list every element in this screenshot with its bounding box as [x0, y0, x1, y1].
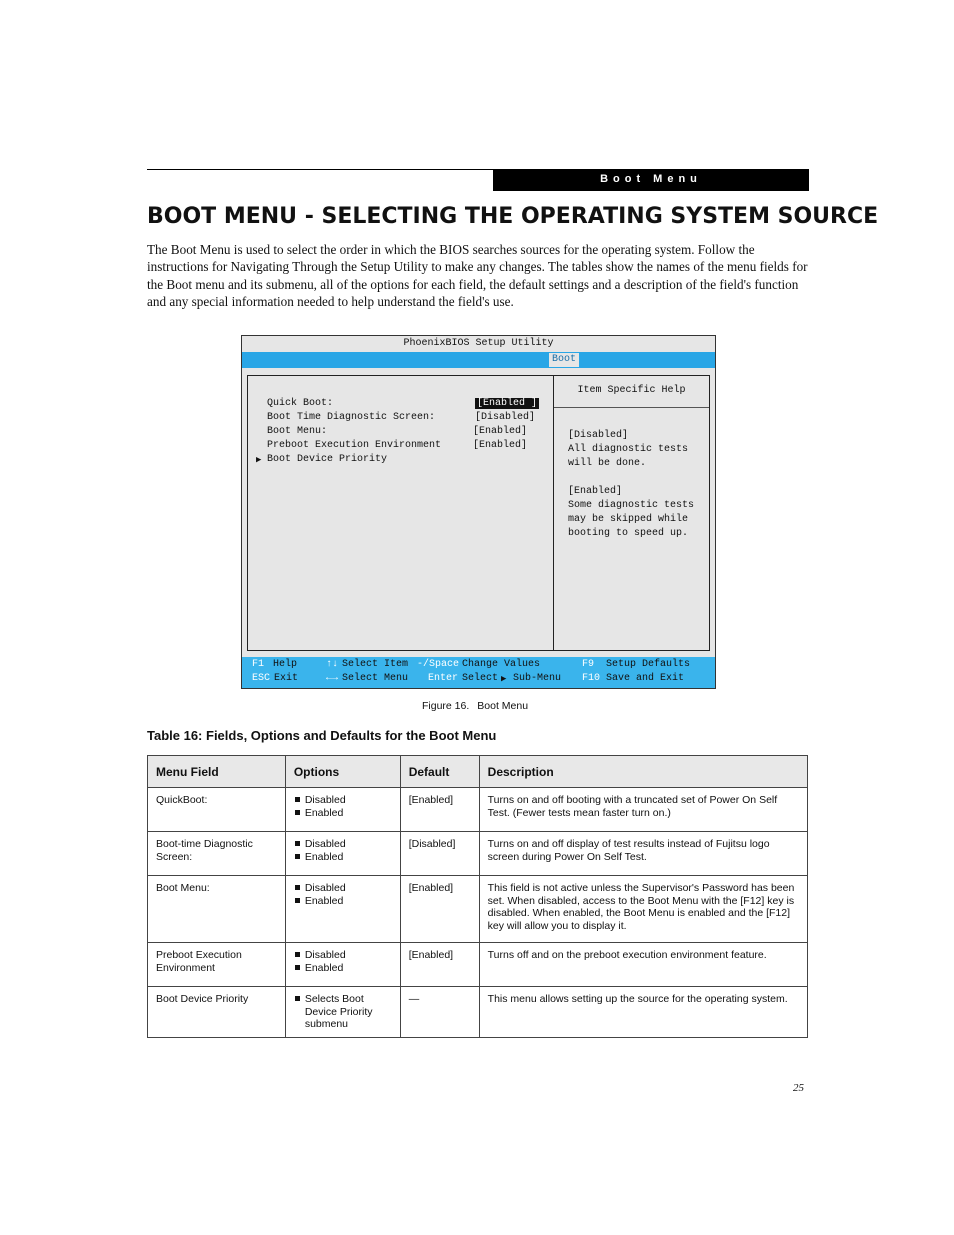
key-updown: ↑↓ — [326, 659, 339, 670]
figure-text: Boot Menu — [477, 700, 529, 712]
help-line: Some diagnostic tests — [568, 500, 695, 511]
options-table — [147, 755, 808, 1038]
bios-tab-boot[interactable]: Boot — [549, 353, 579, 367]
menu-field-cell: Boot-time Diagnostic Screen: — [148, 832, 286, 876]
bios-key-legend — [242, 657, 715, 688]
submenu-arrow-icon: ▶ — [256, 455, 262, 465]
header-rule — [147, 169, 493, 170]
key-space: -/Space — [417, 659, 460, 670]
figure-caption — [422, 700, 528, 712]
default-cell: [Enabled] — [400, 943, 479, 987]
option-item: Disabled — [294, 838, 392, 851]
key-submenu-label: Sub-Menu — [513, 673, 562, 684]
option-item: Disabled — [294, 949, 392, 962]
options-cell — [285, 876, 400, 943]
option-item: Enabled — [294, 895, 392, 908]
bios-item-value[interactable]: [Enabled] — [473, 426, 528, 437]
key-f10: F10 — [582, 673, 601, 684]
figure-label: Figure 16. — [422, 700, 470, 712]
key-leftright: ←→ — [326, 673, 339, 684]
table-header-row — [148, 756, 808, 788]
bios-screenshot — [241, 335, 716, 689]
key-f9: F9 — [582, 659, 595, 670]
table-row — [148, 987, 808, 1038]
option-item: Selects Boot Device Priority submenu — [294, 993, 392, 1031]
table-title: Table 16: Fields, Options and Defaults for the Boot Menu — [147, 728, 497, 743]
default-cell: [Enabled] — [400, 788, 479, 832]
help-line: [Enabled] — [568, 486, 623, 497]
option-item: Disabled — [294, 794, 392, 807]
help-line: will be done. — [568, 458, 647, 469]
description-cell: Turns on and off booting with a truncated set of Power On Self Test. (Fewer tests mean faster turn on.) — [479, 788, 807, 832]
col-header: Default — [400, 756, 479, 788]
bios-help-panel — [553, 375, 710, 651]
key-f10-label: Save and Exit — [606, 673, 685, 684]
col-header: Menu Field — [148, 756, 286, 788]
option-item: Enabled — [294, 807, 392, 820]
bios-item-label[interactable]: Boot Menu: — [267, 426, 328, 437]
bios-item-label[interactable]: Boot Device Priority — [267, 454, 388, 465]
bios-item-label[interactable]: Quick Boot: — [267, 398, 334, 409]
bios-item-value[interactable]: [Enabled ] — [477, 398, 538, 409]
options-cell — [285, 788, 400, 832]
options-cell — [285, 832, 400, 876]
menu-field-cell: Boot Menu: — [148, 876, 286, 943]
default-cell: [Enabled] — [400, 876, 479, 943]
help-line: may be skipped while — [568, 514, 689, 525]
bios-item-value[interactable]: [Enabled] — [473, 440, 528, 451]
key-esc-label: Exit — [274, 673, 299, 684]
default-cell: [Disabled] — [400, 832, 479, 876]
intro-paragraph: The Boot Menu is used to select the order in which the BIOS searches sources for the operating system. Follow the instructions for Navigating Through the Setup Utility to make any changes. The tables show the names of the menu fields for the Boot menu and its submenu, all of the options for each field, the default settings and a description of the field's function and any special information needed to help understand the field's use. — [147, 242, 808, 309]
bios-title: PhoenixBIOS Setup Utility — [403, 338, 554, 349]
bios-item-label[interactable]: Boot Time Diagnostic Screen: — [267, 412, 436, 423]
help-line: All diagnostic tests — [568, 444, 689, 455]
key-space-label: Change Values — [462, 659, 541, 670]
page-number: 25 — [793, 1082, 804, 1094]
col-header: Description — [479, 756, 807, 788]
options-cell — [285, 987, 400, 1038]
default-cell: — — [400, 987, 479, 1038]
key-leftright-label: Select Menu — [342, 673, 409, 684]
key-f9-label: Setup Defaults — [606, 659, 691, 670]
key-enter: Enter — [428, 673, 459, 684]
description-cell: Turns on and off display of test results instead of Fujitsu logo screen during Power On Self Test. — [479, 832, 807, 876]
section-header: Boot Menu — [493, 169, 809, 191]
description-cell: This field is not active unless the Supervisor's Password has been set. When disabled, access to the Boot Menu with the [F12] key is disabled. When enabled, the Boot Menu is enabled and the [F12] key will allow you to display it. — [479, 876, 807, 943]
table-row — [148, 788, 808, 832]
key-updown-label: Select Item — [342, 659, 409, 670]
page-title: BOOT MENU - SELECTING THE OPERATING SYSTEM SOURCE — [147, 204, 879, 229]
key-f1: F1 — [252, 659, 265, 670]
bios-item-label[interactable]: Preboot Execution Environment — [267, 440, 442, 451]
table-row — [148, 876, 808, 943]
bios-menu-bar — [242, 352, 715, 368]
option-item: Enabled — [294, 962, 392, 975]
table-row — [148, 832, 808, 876]
col-header: Options — [285, 756, 400, 788]
submenu-arrow-icon: ▶ — [501, 674, 507, 684]
options-cell — [285, 943, 400, 987]
key-enter-label: Select — [462, 673, 499, 684]
bios-item-value[interactable]: [Disabled] — [475, 412, 536, 423]
help-line: [Disabled] — [568, 430, 629, 441]
option-item: Disabled — [294, 882, 392, 895]
description-cell: This menu allows setting up the source for the operating system. — [479, 987, 807, 1038]
help-title: Item Specific Help — [554, 376, 709, 408]
description-cell: Turns off and on the preboot execution environment feature. — [479, 943, 807, 987]
key-esc: ESC — [252, 673, 271, 684]
menu-field-cell: Preboot Execution Environment — [148, 943, 286, 987]
menu-field-cell: QuickBoot: — [148, 788, 286, 832]
option-item: Enabled — [294, 851, 392, 864]
bios-settings-panel — [247, 375, 554, 651]
table-row — [148, 943, 808, 987]
menu-field-cell: Boot Device Priority — [148, 987, 286, 1038]
key-f1-label: Help — [273, 659, 298, 670]
help-line: booting to speed up. — [568, 528, 689, 539]
